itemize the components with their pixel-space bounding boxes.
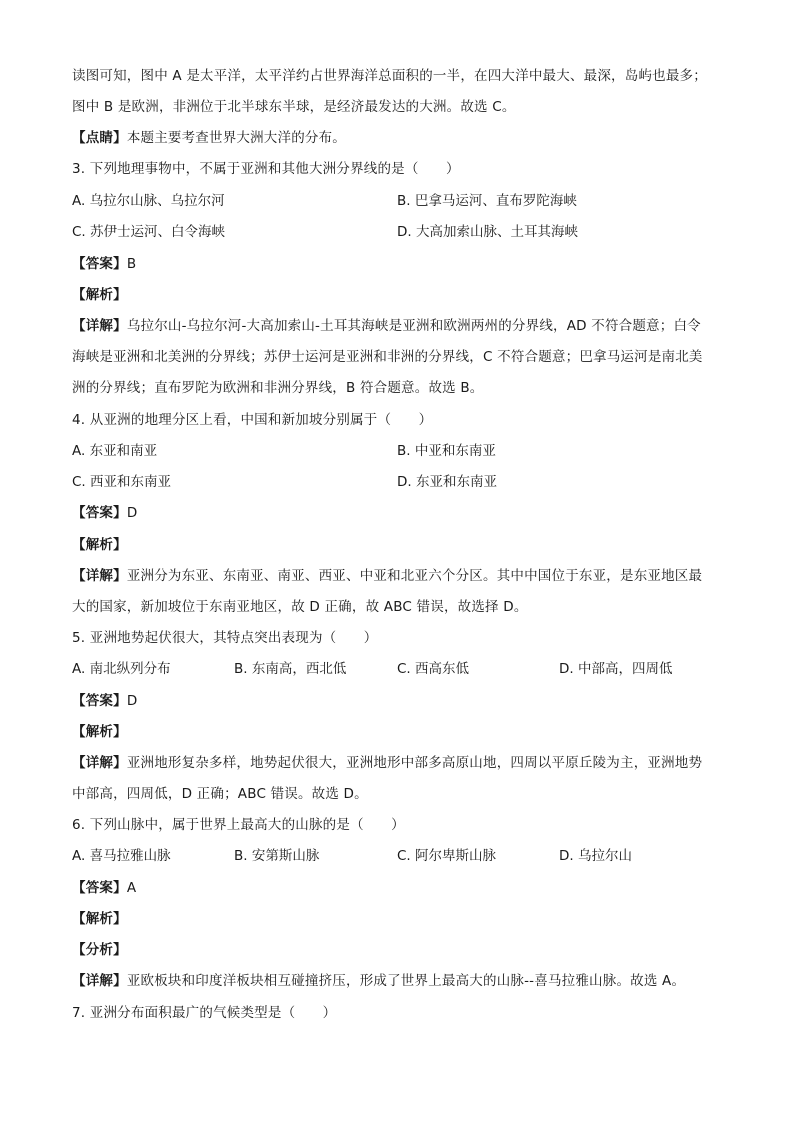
q5-option-a: A. 南北纵列分布 xyxy=(72,661,171,677)
answer-tag: 【答案】 xyxy=(72,693,127,709)
answer-value: B xyxy=(126,256,137,272)
question-7-stem: 7. 亚洲分布面积最广的气候类型是（ ） xyxy=(72,1005,337,1021)
q5-detail-line-2: 中部高，四周低，D 正确；ABC 错误。故选 D。 xyxy=(72,786,368,802)
detail-tag: 【详解】 xyxy=(72,973,127,989)
q5-option-b: B. 东南高，西北低 xyxy=(234,661,347,677)
q4-option-a: A. 东亚和南亚 xyxy=(72,443,158,459)
q3-option-c: C. 苏伊士运河、白令海峡 xyxy=(72,224,226,240)
question-3-stem: 3. 下列地理事物中，不属于亚洲和其他大洲分界线的是（ ） xyxy=(72,161,460,177)
q5-analysis-tag: 【解析】 xyxy=(72,724,127,740)
detail-tag: 【详解】 xyxy=(72,568,127,584)
q6-option-a: A. 喜马拉雅山脉 xyxy=(72,848,171,864)
q4-option-b: B. 中亚和东南亚 xyxy=(397,443,496,459)
q6-option-b: B. 安第斯山脉 xyxy=(234,848,320,864)
detail-tag: 【详解】 xyxy=(72,755,127,771)
question-5-stem: 5. 亚洲地势起伏很大，其特点突出表现为（ ） xyxy=(72,630,378,646)
q5-answer xyxy=(72,691,137,711)
detail-text: 亚洲地形复杂多样，地势起伏很大，亚洲地形中部多高原山地，四周以平原丘陵为主，亚洲地势 xyxy=(126,755,703,771)
q6-analysis-tag: 【解析】 xyxy=(72,911,127,927)
answer-value: A xyxy=(126,880,137,896)
answer-value: D xyxy=(126,693,138,709)
q3-detail-line-2: 海峡是亚洲和北美洲的分界线；苏伊士运河是亚洲和非洲的分界线，C 不符合题意；巴拿马运河是南北美 xyxy=(72,349,703,365)
q3-option-d: D. 大高加索山脉、土耳其海峡 xyxy=(397,224,578,240)
q4-detail-line-2: 大的国家，新加坡位于东南亚地区，故 D 正确，故 ABC 错误，故选择 D。 xyxy=(72,599,528,615)
intro-line-1: 读图可知，图中 A 是太平洋，太平洋约占世界海洋总面积的一半，在四大洋中最大、最深，岛屿也最多； xyxy=(72,68,707,84)
point-note xyxy=(72,128,346,148)
q6-option-d: D. 乌拉尔山 xyxy=(559,848,632,864)
q4-analysis-tag: 【解析】 xyxy=(72,537,127,553)
question-6-stem: 6. 下列山脉中，属于世界上最高大的山脉的是（ ） xyxy=(72,817,405,833)
q4-answer xyxy=(72,503,137,523)
intro-line-2: 图中 B 是欧洲，非洲位于北半球东半球，是经济最发达的大洲。故选 C。 xyxy=(72,99,516,115)
q3-option-b: B. 巴拿马运河、直布罗陀海峡 xyxy=(397,193,577,209)
q4-option-d: D. 东亚和东南亚 xyxy=(397,474,497,490)
q3-answer xyxy=(72,254,136,274)
detail-tag: 【详解】 xyxy=(72,318,127,334)
q6-answer xyxy=(72,878,136,898)
detail-text: 亚洲分为东亚、东南亚、南亚、西亚、中亚和北亚六个分区。其中中国位于东亚，是东亚地区最 xyxy=(126,568,703,584)
q3-analysis-tag: 【解析】 xyxy=(72,287,127,303)
q5-option-d: D. 中部高，四周低 xyxy=(559,661,673,677)
q6-option-c: C. 阿尔卑斯山脉 xyxy=(397,848,497,864)
detail-text: 亚欧板块和印度洋板块相互碰撞挤压，形成了世界上最高大的山脉--喜马拉雅山脉。故选 A。 xyxy=(126,973,686,989)
question-4-stem: 4. 从亚洲的地理分区上看，中国和新加坡分别属于（ ） xyxy=(72,412,433,428)
answer-tag: 【答案】 xyxy=(72,880,127,896)
q6-fenxi-tag: 【分析】 xyxy=(72,942,127,958)
answer-tag: 【答案】 xyxy=(72,505,127,521)
q5-detail-line-1 xyxy=(72,753,702,773)
answer-value: D xyxy=(126,505,138,521)
q3-detail-line-3: 洲的分界线；直布罗陀为欧洲和非洲分界线，B 符合题意。故选 B。 xyxy=(72,380,484,396)
point-tag: 【点睛】 xyxy=(72,130,127,146)
answer-tag: 【答案】 xyxy=(72,256,127,272)
detail-text: 乌拉尔山-乌拉尔河-大高加索山-土耳其海峡是亚洲和欧洲两州的分界线，AD 不符合题意；白令 xyxy=(126,318,701,334)
q4-option-c: C. 西亚和东南亚 xyxy=(72,474,172,490)
point-text: 本题主要考查世界大洲大洋的分布。 xyxy=(126,130,347,146)
q4-detail-line-1 xyxy=(72,566,702,586)
q3-detail-line-1 xyxy=(72,316,701,336)
q5-option-c: C. 西高东低 xyxy=(397,661,470,677)
q3-option-a: A. 乌拉尔山脉、乌拉尔河 xyxy=(72,193,225,209)
q6-detail-line-1 xyxy=(72,971,685,991)
